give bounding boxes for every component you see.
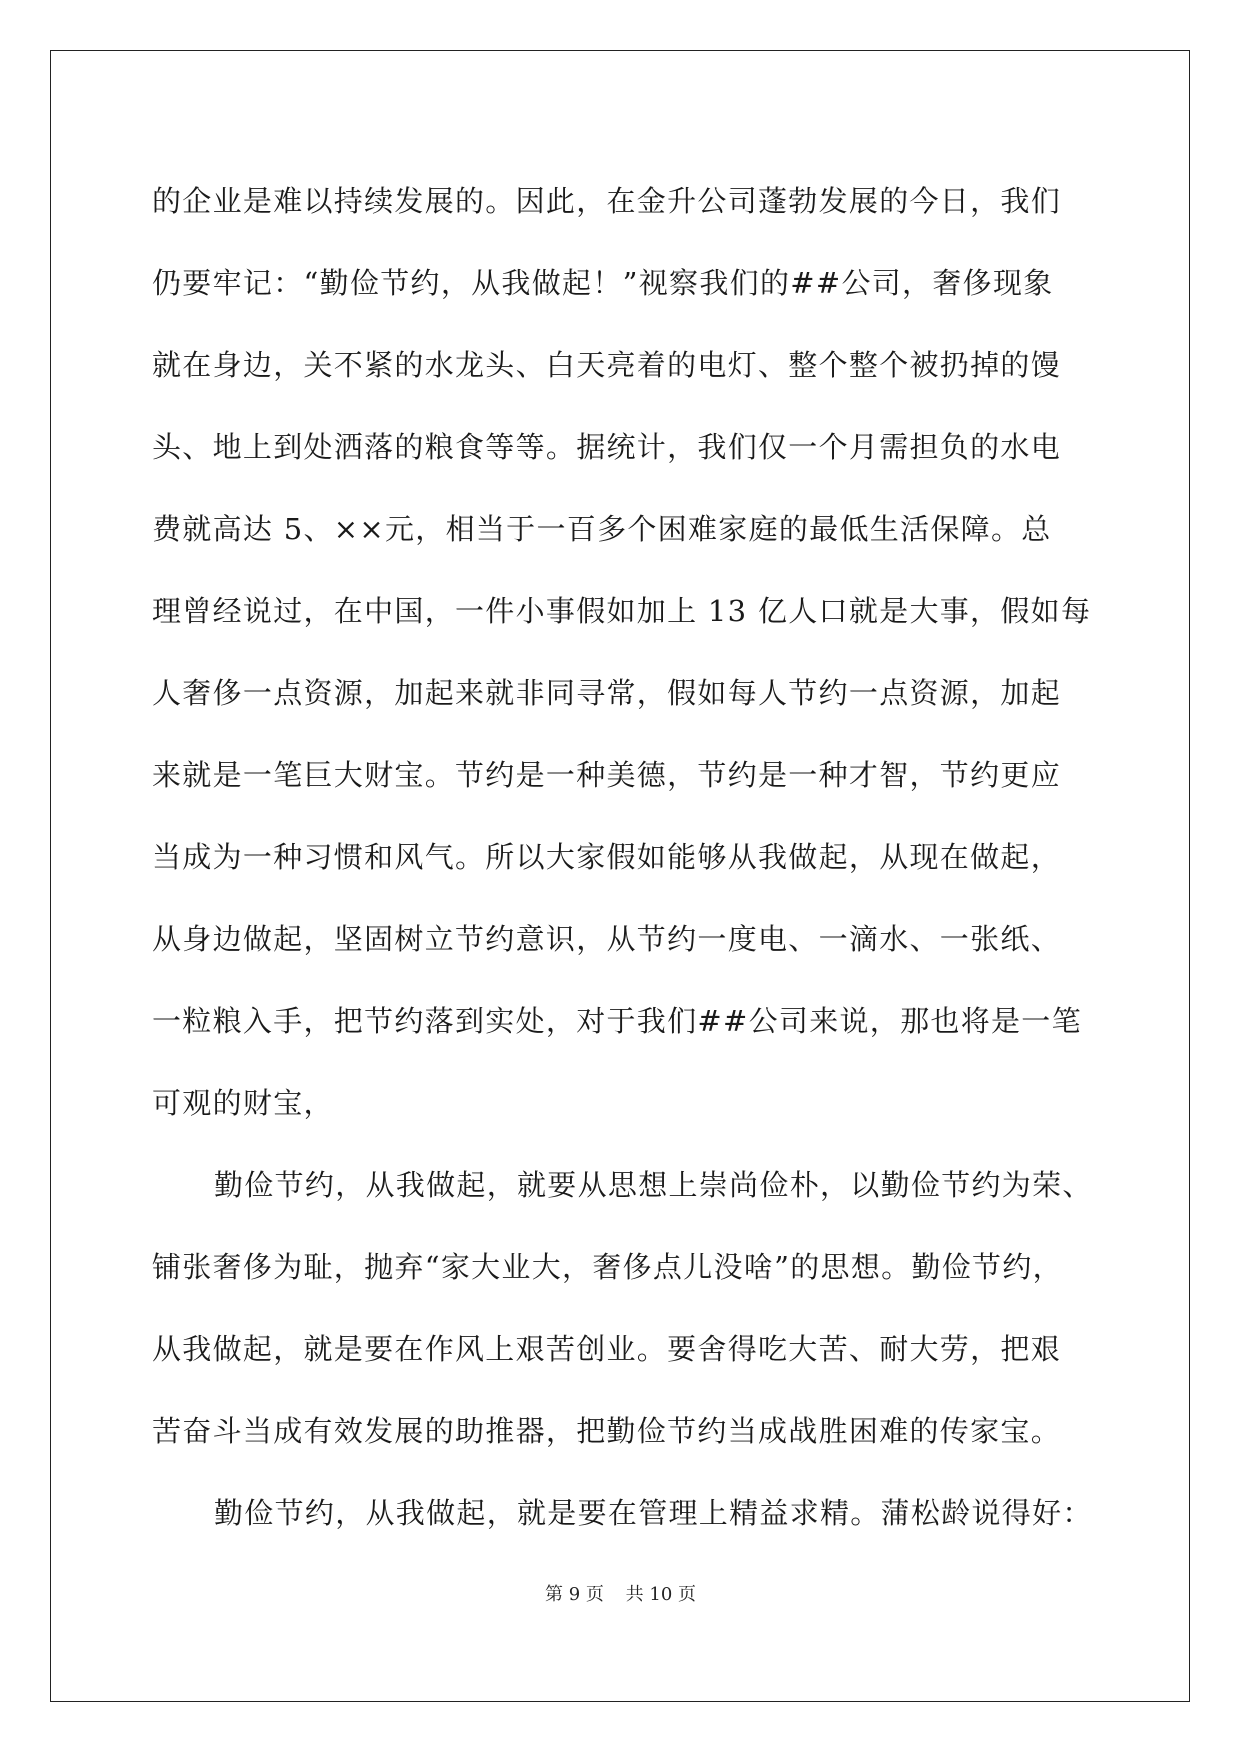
text-line: 铺张奢侈为耻，抛弃“家大业大，奢侈点儿没啥”的思想。勤俭节约， xyxy=(152,1250,1063,1284)
paragraph xyxy=(152,160,1092,1144)
text-line: 苦奋斗当成有效发展的助推器，把勤俭节约当成战胜困难的传家宝。 xyxy=(152,1414,1062,1448)
text-line: 人奢侈一点资源，加起来就非同寻常，假如每人节约一点资源，加起 xyxy=(152,676,1062,710)
text-line: 勤俭节约，从我做起，就要从思想上崇尚俭朴，以勤俭节约为荣、 xyxy=(214,1168,1093,1202)
text-line: 当成为一种习惯和风气。所以大家假如能够从我做起，从现在做起， xyxy=(152,840,1062,874)
document-body xyxy=(152,160,1092,1554)
text-line: 来就是一笔巨大财宝。节约是一种美德，节约是一种才智，节约更应 xyxy=(152,758,1062,792)
text-line: 从我做起，就是要在作风上艰苦创业。要舍得吃大苦、耐大劳，把艰 xyxy=(152,1332,1062,1366)
text-line: 仍要牢记：“勤俭节约，从我做起！”视察我们的##公司，奢侈现象 xyxy=(152,266,1054,300)
text-line: 一粒粮入手，把节约落到实处，对于我们##公司来说，那也将是一笔 xyxy=(152,1004,1082,1038)
text-line: 从身边做起，坚固树立节约意识，从节约一度电、一滴水、一张纸、 xyxy=(152,922,1062,956)
text-line: 的企业是难以持续发展的。因此，在金升公司蓬勃发展的今日，我们 xyxy=(152,184,1062,218)
text-line: 就在身边，关不紧的水龙头、白天亮着的电灯、整个整个被扔掉的馒 xyxy=(152,348,1062,382)
text-line: 可观的财宝， xyxy=(152,1086,334,1120)
page-footer xyxy=(0,1580,1241,1606)
text-line: 理曾经说过，在中国，一件小事假如加上 13 亿人口就是大事，假如每 xyxy=(152,594,1092,628)
paragraph xyxy=(152,1472,1092,1554)
text-line: 头、地上到处洒落的粮食等等。据统计，我们仅一个月需担负的水电 xyxy=(152,430,1062,464)
text-line: 费就高达 5、××元，相当于一百多个困难家庭的最低生活保障。总 xyxy=(152,512,1052,546)
page-number-total: 共 10 页 xyxy=(625,1584,696,1605)
paragraph xyxy=(152,1144,1092,1472)
page-number-current: 第 9 页 xyxy=(545,1584,604,1605)
text-line: 勤俭节约，从我做起，就是要在管理上精益求精。蒲松龄说得好： xyxy=(214,1496,1093,1530)
